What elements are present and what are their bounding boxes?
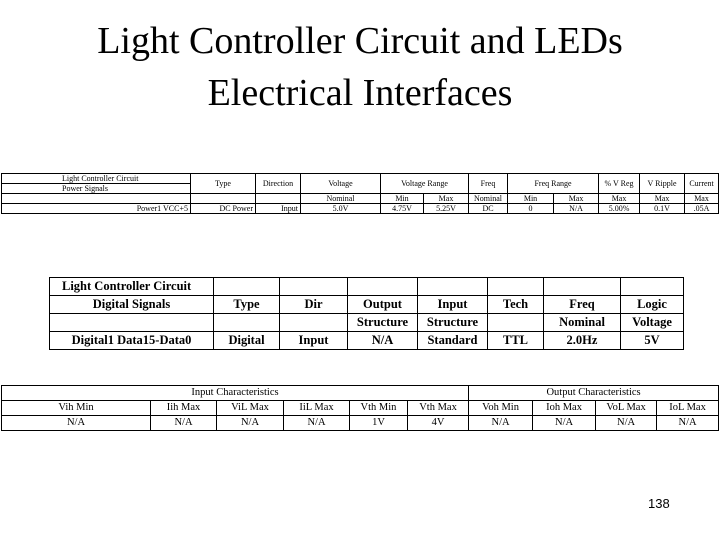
power-signals-table — [1, 173, 719, 214]
power-header-current: Current — [685, 174, 719, 194]
power-cell-direction: Input — [256, 204, 301, 214]
empty-cell — [214, 314, 280, 332]
digital-cell-freq: 2.0Hz — [544, 332, 621, 350]
power-cell-current: .05A — [685, 204, 719, 214]
power-cell-type: DC Power — [191, 204, 256, 214]
table-row — [50, 278, 684, 296]
input-characteristics-header: Input Characteristics — [2, 386, 469, 401]
digital-cell-dir: Input — [280, 332, 348, 350]
digital-caption: Light Controller Circuit — [50, 278, 214, 296]
empty-cell — [2, 194, 191, 204]
power-sub-voltage-max: Max — [424, 194, 469, 204]
power-cell-fmin: 0 — [508, 204, 554, 214]
table-row — [50, 332, 684, 350]
power-cell-v-ripple: 0.1V — [640, 204, 685, 214]
digital-cell-output: N/A — [348, 332, 418, 350]
power-header-v-reg: % V Reg — [599, 174, 640, 194]
power-cell-freq: DC — [469, 204, 508, 214]
io-cell-vih-min: N/A — [2, 416, 151, 431]
io-cell-vol-max: N/A — [596, 416, 657, 431]
power-header-type: Type — [191, 174, 256, 194]
io-header-voh-min: Voh Min — [469, 401, 533, 416]
digital-sub-freq-nominal: Nominal — [544, 314, 621, 332]
table-row — [50, 296, 684, 314]
io-cell-iih-max: N/A — [151, 416, 217, 431]
empty-cell — [418, 278, 488, 296]
io-cell-iil-max: N/A — [284, 416, 350, 431]
power-cell-vmax: 5.25V — [424, 204, 469, 214]
empty-cell — [488, 278, 544, 296]
power-sub-freq-min: Min — [508, 194, 554, 204]
power-sub-voltage-min: Min — [381, 194, 424, 204]
table-row — [2, 174, 719, 184]
power-header-freq-range: Freq Range — [508, 174, 599, 194]
power-header-voltage-range: Voltage Range — [381, 174, 469, 194]
empty-cell — [280, 314, 348, 332]
table-row — [2, 204, 719, 214]
io-characteristics-table — [1, 385, 719, 431]
digital-signals-label: Digital Signals — [50, 296, 214, 314]
io-cell-voh-min: N/A — [469, 416, 533, 431]
power-signal-name: Power1 VCC+5 — [2, 204, 191, 214]
io-header-vil-max: ViL Max — [217, 401, 284, 416]
digital-header-tech: Tech — [488, 296, 544, 314]
slide-title-line-1: Light Controller Circuit and LEDs — [97, 20, 623, 62]
table-row — [2, 194, 719, 204]
empty-cell — [50, 314, 214, 332]
digital-cell-logic: 5V — [621, 332, 684, 350]
table-row — [2, 386, 719, 401]
output-characteristics-header: Output Characteristics — [469, 386, 719, 401]
io-header-vol-max: VoL Max — [596, 401, 657, 416]
table-row — [50, 314, 684, 332]
digital-header-input: Input — [418, 296, 488, 314]
io-header-ioh-max: Ioh Max — [533, 401, 596, 416]
empty-cell — [256, 194, 301, 204]
digital-signal-name: Digital1 Data15-Data0 — [50, 332, 214, 350]
io-header-iol-max: IoL Max — [657, 401, 719, 416]
power-sub-voltage-nominal: Nominal — [301, 194, 381, 204]
empty-cell — [214, 278, 280, 296]
digital-cell-type: Digital — [214, 332, 280, 350]
digital-sub-logic-voltage: Voltage — [621, 314, 684, 332]
digital-header-type: Type — [214, 296, 280, 314]
digital-cell-tech: TTL — [488, 332, 544, 350]
digital-header-dir: Dir — [280, 296, 348, 314]
page-number: 138 — [648, 496, 670, 511]
power-caption-line-1: Light Controller Circuit — [2, 174, 191, 184]
power-sub-v-ripple-max: Max — [640, 194, 685, 204]
power-sub-current-max: Max — [685, 194, 719, 204]
io-cell-vil-max: N/A — [217, 416, 284, 431]
empty-cell — [348, 278, 418, 296]
power-sub-v-reg-max: Max — [599, 194, 640, 204]
power-cell-fmax: N/A — [554, 204, 599, 214]
digital-sub-output-structure: Structure — [348, 314, 418, 332]
io-header-iih-max: Iih Max — [151, 401, 217, 416]
table-row — [2, 416, 719, 431]
empty-cell — [544, 278, 621, 296]
digital-cell-input: Standard — [418, 332, 488, 350]
slide-title-line-2: Electrical Interfaces — [207, 72, 513, 114]
power-header-freq: Freq — [469, 174, 508, 194]
digital-signals-table — [49, 277, 684, 350]
power-cell-voltage: 5.0V — [301, 204, 381, 214]
power-cell-vmin: 4.75V — [381, 204, 424, 214]
power-cell-v-reg: 5.00% — [599, 204, 640, 214]
io-header-vih-min: Vih Min — [2, 401, 151, 416]
empty-cell — [621, 278, 684, 296]
digital-header-freq: Freq — [544, 296, 621, 314]
digital-header-output: Output — [348, 296, 418, 314]
power-header-v-ripple: V Ripple — [640, 174, 685, 194]
power-sub-freq-max: Max — [554, 194, 599, 204]
power-header-direction: Direction — [256, 174, 301, 194]
digital-sub-input-structure: Structure — [418, 314, 488, 332]
io-cell-vth-max: 4V — [408, 416, 469, 431]
io-cell-ioh-max: N/A — [533, 416, 596, 431]
empty-cell — [280, 278, 348, 296]
empty-cell — [191, 194, 256, 204]
power-sub-freq-nominal: Nominal — [469, 194, 508, 204]
io-header-iil-max: IiL Max — [284, 401, 350, 416]
empty-cell — [488, 314, 544, 332]
power-caption-line-2: Power Signals — [2, 184, 191, 194]
io-cell-vth-min: 1V — [350, 416, 408, 431]
digital-header-logic: Logic — [621, 296, 684, 314]
io-cell-iol-max: N/A — [657, 416, 719, 431]
io-header-vth-max: Vth Max — [408, 401, 469, 416]
table-row — [2, 401, 719, 416]
io-header-vth-min: Vth Min — [350, 401, 408, 416]
power-header-voltage: Voltage — [301, 174, 381, 194]
